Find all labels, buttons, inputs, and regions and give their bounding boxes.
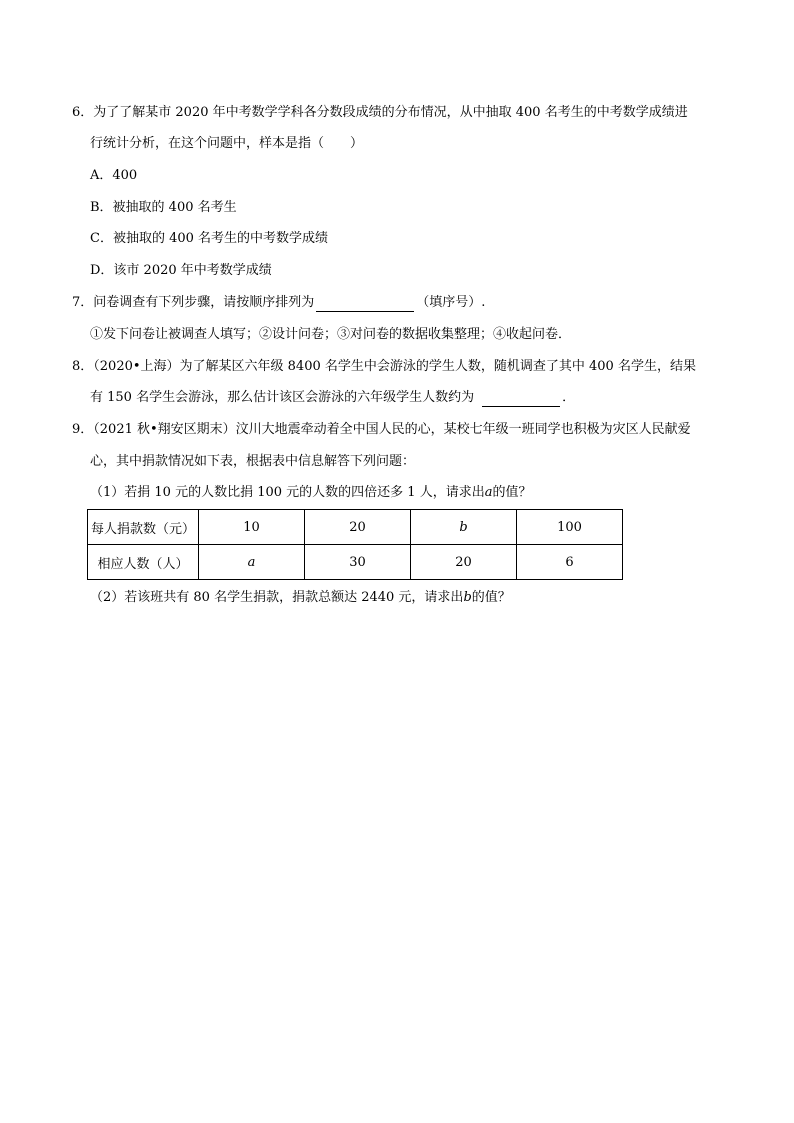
q9-number: 9． — [72, 422, 94, 437]
table-cell: 6 — [517, 545, 623, 580]
q7-stem-post: （填序号）. — [416, 295, 486, 310]
q9-sub1-post: 的值？ — [492, 485, 532, 500]
table-cell-wrap — [411, 510, 517, 545]
q6-option-c: C．被抽取的 400 名考生的中考数学成绩 — [90, 231, 329, 246]
q7-number: 7． — [72, 295, 94, 310]
q6-option-d: D．该市 2020 年中考数学成绩 — [90, 263, 272, 278]
q9-stem-1: （2021 秋•翔安区期末）汶川大地震牵动着全中国人民的心，某校七年级一班同学也积极为灾区人民献爱 — [93, 422, 691, 437]
q8-number: 8． — [72, 359, 94, 374]
q6-number: 6． — [72, 105, 94, 120]
q6-option-a: A．400 — [90, 168, 138, 183]
q9-sub2-var: b — [463, 590, 472, 605]
q8-stem-1: （2020•上海）为了解某区六年级 8400 名学生中会游泳的学生人数，随机调查了其中 400 名学生，结果 — [93, 359, 696, 374]
q9-sub2-pre: （2）若该班共有 80 名学生捐款，捐款总额达 2440 元，请求出 — [90, 590, 464, 605]
q7-line1 — [72, 294, 485, 312]
q8-line2 — [90, 389, 575, 407]
table-cell: 相应人数（人） — [88, 545, 199, 580]
q6-stem-2: 行统计分析，在这个问题中，样本是指（ — [90, 136, 325, 151]
q8-stem-2-post: ． — [562, 390, 576, 405]
q9-sub1 — [90, 484, 531, 502]
q6-line1 — [72, 104, 688, 122]
q6-option-b: B．被抽取的 400 名考生 — [90, 200, 237, 215]
table-row — [88, 510, 623, 545]
q7-answer-blank[interactable] — [316, 297, 414, 312]
q6-stem-1: 为了了解某市 2020 年中考数学学科各分数段成绩的分布情况，从中抽取 400 名考生的中考数学成绩进 — [93, 105, 688, 120]
q8-answer-blank[interactable] — [482, 392, 560, 407]
table-cell: 20 — [411, 545, 517, 580]
q9-sub2-post: 的值？ — [471, 590, 511, 605]
q9-sub1-pre: （1）若捐 10 元的人数比捐 100 元的人数的四倍还多 1 人，请求出 — [90, 485, 485, 500]
table-cell: 10 — [199, 510, 305, 545]
q9-line1 — [72, 421, 691, 439]
q6-line2 — [90, 135, 363, 153]
table-cell: 30 — [305, 545, 411, 580]
q7-steps: ①发下问卷让被调查人填写；②设计问卷；③对问卷的数据收集整理；④收起问卷． — [90, 327, 572, 342]
table-cell-wrap — [199, 545, 305, 580]
table-cell: 每人捐款数（元） — [88, 510, 199, 545]
q9-sub1-var: a — [484, 485, 493, 500]
table-row — [88, 545, 623, 580]
q7-stem-pre: 问卷调查有下列步骤，请按顺序排列为 — [93, 295, 315, 310]
donation-table — [87, 509, 623, 580]
q9-line2: 心，其中捐款情况如下表，根据表中信息解答下列问题： — [90, 454, 416, 469]
table-cell: b — [459, 519, 468, 535]
q8-stem-2-pre: 有 150 名学生会游泳，那么估计该区会游泳的六年级学生人数约为 — [90, 390, 475, 405]
q8-line1 — [72, 358, 696, 376]
table-cell: a — [247, 554, 256, 570]
q9-sub2 — [90, 589, 511, 607]
q6-stem-2-end: ） — [350, 136, 364, 151]
table-cell: 20 — [305, 510, 411, 545]
table-cell: 100 — [517, 510, 623, 545]
